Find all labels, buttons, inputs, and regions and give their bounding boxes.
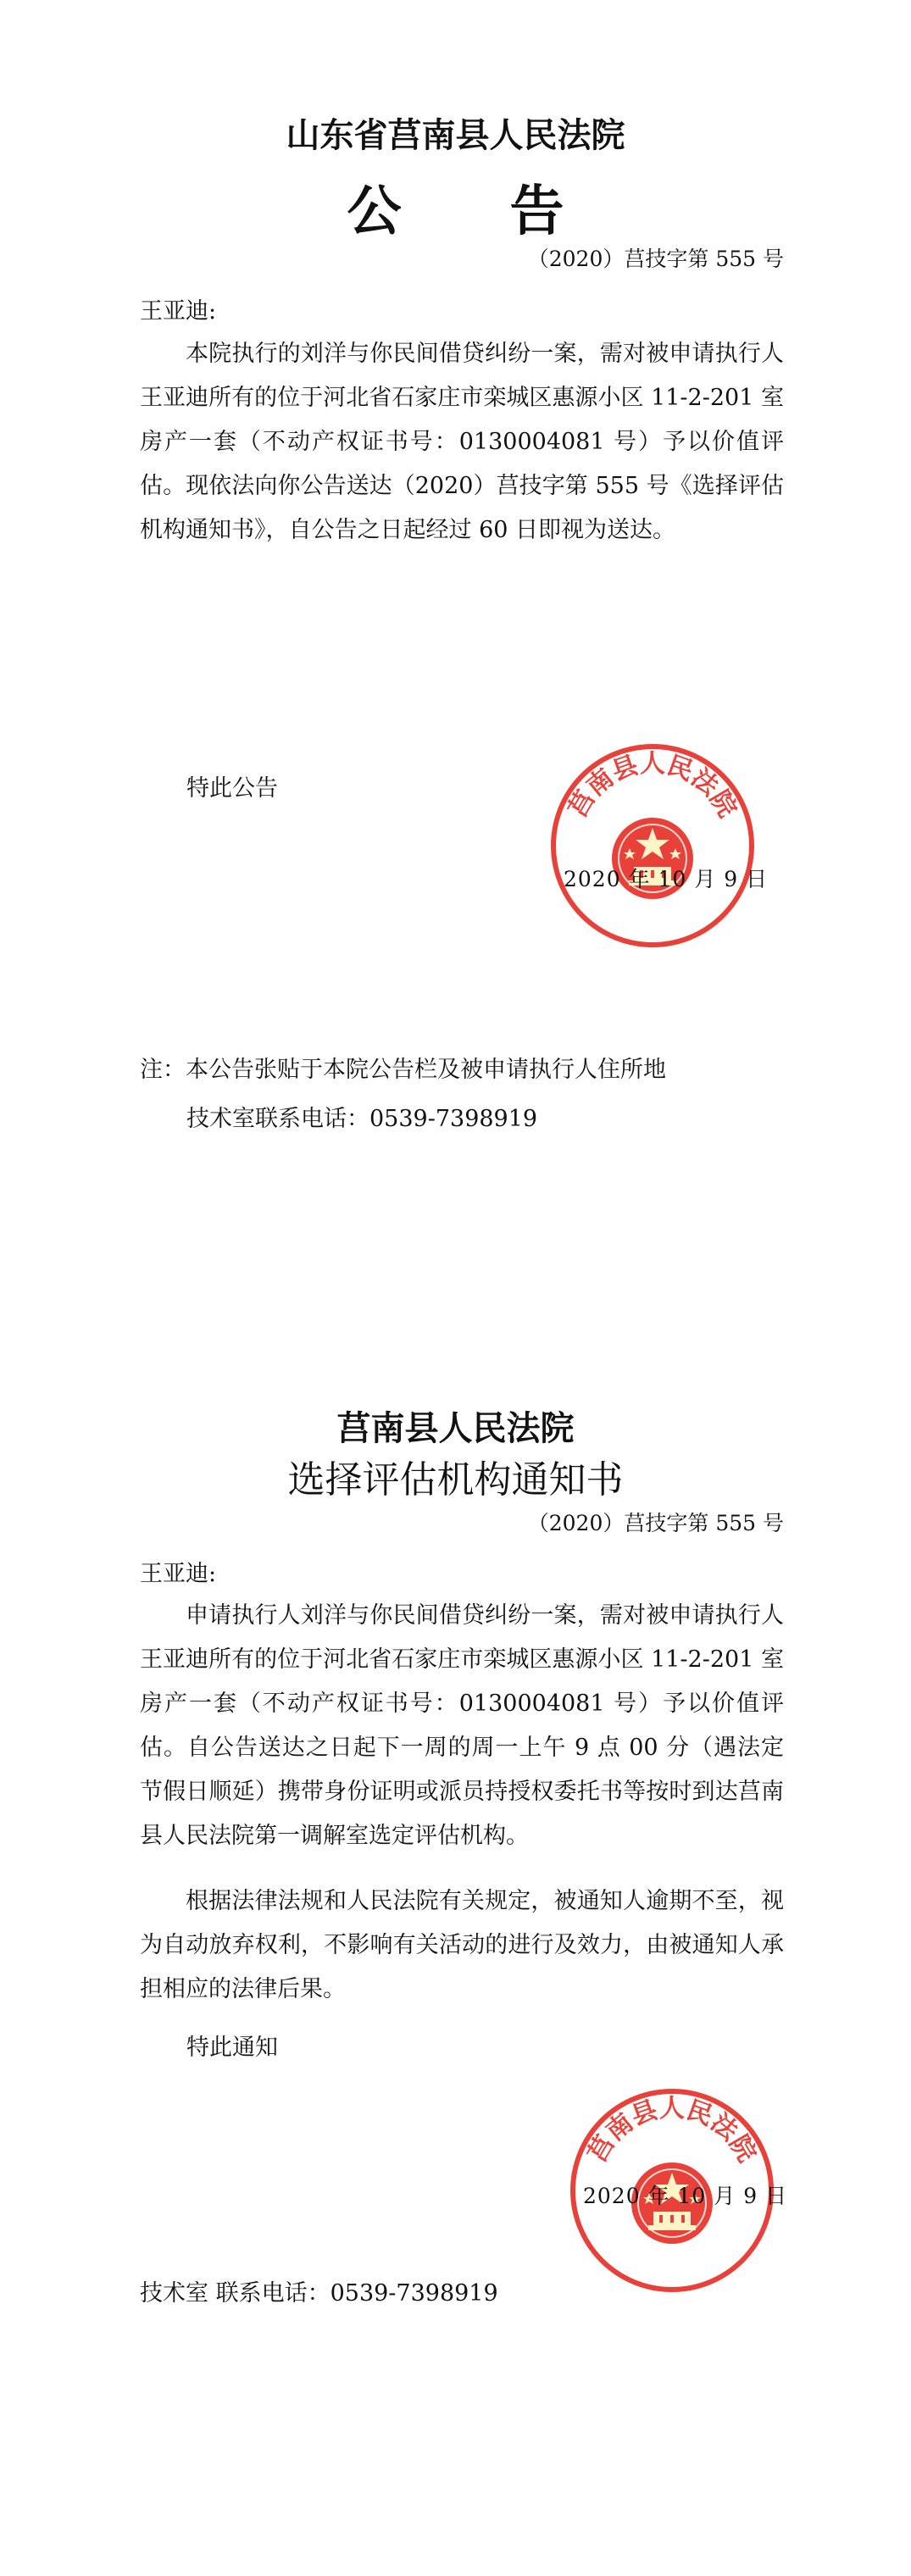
letter-recipient: 王亚迪: [140,1561,217,1587]
court-name-heading: 山东省莒南县人民法院 [286,115,625,155]
letter-court-heading: 莒南县人民法院 [336,1408,575,1448]
notice-closing: 特此公告 [186,775,278,802]
letter-reference-number: （2020）莒技字第 555 号 [527,1511,784,1535]
letter-title: 选择评估机构通知书 [287,1458,624,1502]
seal-text: 莒南县人民法院 [563,749,742,823]
letter-contact-phone: 技术室 联系电话：0539-7398919 [140,2280,498,2307]
notice-body: 本院执行的刘洋与你民间借贷纠纷一案，需对被申请执行人王亚迪所有的位于河北省石家庄市栾城区惠源小区 11-2-201 室房产一套（不动产权证书号：0130004081 号）予以价值评估。现依法向你公告送达（2020）莒技字第 555 号《选择评估机构通知书》，自公告之日起经过 60 日即视为送达。 [140,341,784,543]
seal-text: 莒南县人民法院 [582,2094,762,2168]
notice-recipient: 王亚迪: [140,298,217,325]
letter-closing: 特此通知 [186,2035,278,2061]
letter-date: 2020 年 10 月 9 日 [583,2184,788,2208]
notice-contact-phone: 技术室联系电话：0539-7398919 [186,1106,538,1132]
notice-title: 公 告 [347,180,564,243]
notice-reference-number: （2020）莒技字第 555 号 [527,247,784,271]
notice-posting-note: 注：本公告张贴于本院公告栏及被申请执行人住所地 [140,1057,666,1083]
svg-text:莒南县人民法院 [563,749,742,823]
letter-body-paragraph-2: 根据法律法规和人民法院有关规定，被通知人逾期不至，视为自动放弃权利，不影响有关活动的进行及效力，由被通知人承担相应的法律后果。 [140,1888,784,2002]
svg-text:莒南县人民法院 [582,2094,762,2168]
court-seal-stamp [547,740,758,952]
letter-body-paragraph-1: 申请执行人刘洋与你民间借贷纠纷一案，需对被申请执行人王亚迪所有的位于河北省石家庄市栾城区惠源小区 11-2-201 室房产一套（不动产权证书号：0130004081 号）予以价值评估。自公告送达之日起下一周的周一上午 9 点 00 分（遇法定节假日顺延）携带身份证明或派员持授权委托书等按时到达莒南县人民法院第一调解室选定评估机构。 [140,1602,784,1849]
notice-date: 2020 年 10 月 9 日 [564,867,769,891]
